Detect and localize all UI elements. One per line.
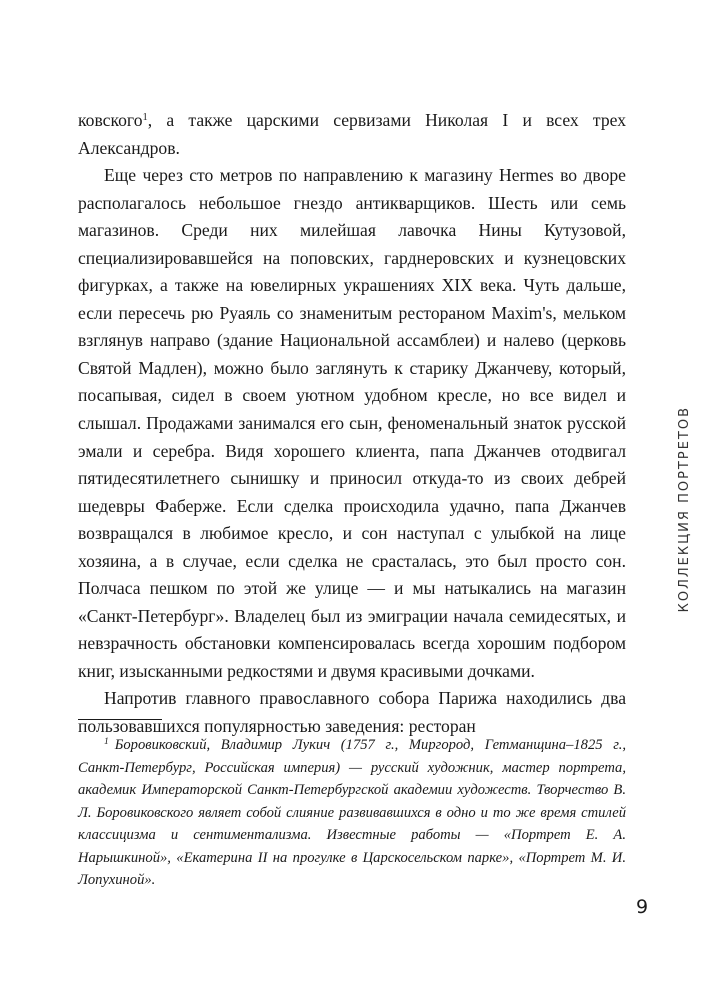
paragraph: Еще через сто метров по направлению к магазину Hermes во дворе располагалось небольшое гнездо антикварщиков. Шесть или семь магазинов. Среди них милейшая лавочка Нины Кутузовой, специализировавшейся на поповских, гарднеровских и кузнецовских фигурках, а также на ювелирных украшениях XIX века. Чуть дальше, если пересечь рю Руаяль со знаменитым рестораном Maxim's, мельком взглянув направо (здание Национальной ассамблеи) и налево (церковь Святой Мадлен), можно было заглянуть к старику Джанчеву, который, посапывая, сидел в своем уютном удобном кресле, но все видел и слышал. Продажами занимался его сын, феноменальный знаток русской эмали и серебра. Видя хорошего клиента, папа Джанчев отодвигал пятидесятилетнего сынишку и приносил откуда-то из своих дебрей шедевры Фаберже. Если сделка происходила удачно, папа Джанчев возвращался в любимое кресло, и сон наступал с улыбкой на лице хозяина, а в случае, если сделка не срасталась, это был просто сон. Полчаса пешком по этой же улице — и мы натыкались на магазин «Санкт-Петербург». Владелец был из эмиграции начала семидесятых, и невзрачность обстановки компенсировалась всегда хорошим подбором книг, изысканными редкостями и двумя красивыми дочками. bbox=[78, 165, 626, 681]
footnote bbox=[78, 734, 626, 892]
paragraph: Напротив главного православного собора Парижа находились два пользовавшихся популярностью заведения: ресторан bbox=[78, 688, 626, 737]
page-number: 9 bbox=[635, 896, 649, 918]
main-text bbox=[78, 107, 626, 741]
footnote-text: Боровиковский, Владимир Лукич (1757 г., Миргород, Гетманщина–1825 г., Санкт-Петербург, Российская империя) — русский художник, мастер портрета, академик Императорской Санкт-Петербургской академии художеств. Творчество В. Л. Боровиковского являет собой слияние развивавшихся в одно и то же время стилей классицизма и сентиментализма. Известные работы — «Портрет Е. А. Нарышкиной», «Екатерина II на прогулке в Царскосельском парке», «Портрет М. И. Лопухиной». bbox=[78, 737, 626, 888]
paragraph-start: ковского bbox=[78, 110, 143, 130]
footnote-divider bbox=[78, 719, 162, 720]
paragraph-continuation: , а также царскими сервизами Николая I и всех трех Александров. bbox=[78, 110, 626, 158]
running-head-text: КОЛЛЕКЦИЯ ПОРТРЕТОВ bbox=[677, 406, 692, 613]
footnote-reference[interactable]: 1 bbox=[142, 112, 148, 123]
paragraph bbox=[78, 107, 626, 162]
footnote-mark: 1 bbox=[104, 737, 109, 747]
